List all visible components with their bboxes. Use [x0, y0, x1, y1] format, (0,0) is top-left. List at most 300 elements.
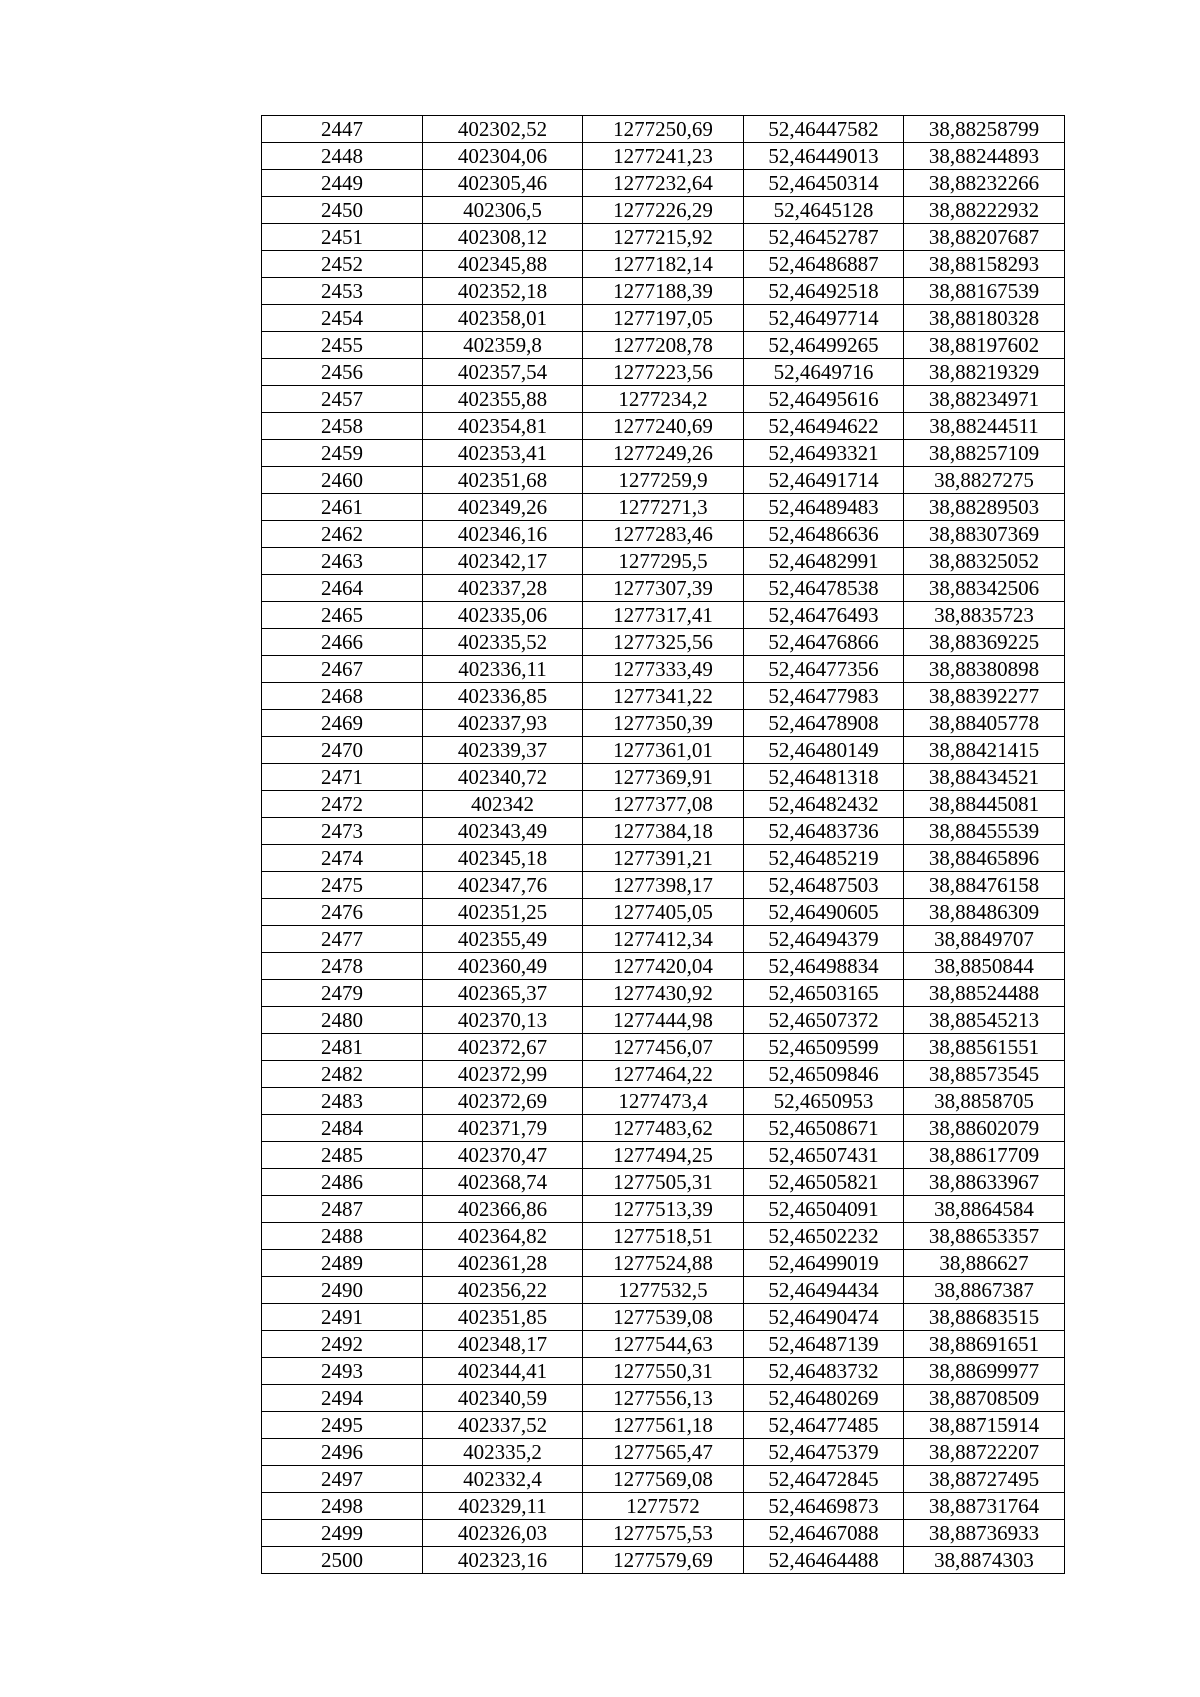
latitude-cell: 52,46508671	[744, 1115, 904, 1142]
table-row	[262, 1169, 1065, 1196]
longitude-cell: 38,886627	[904, 1250, 1065, 1277]
table-row	[262, 521, 1065, 548]
point-number-cell: 2459	[262, 440, 423, 467]
longitude-cell: 38,88244893	[904, 143, 1065, 170]
point-number-cell: 2483	[262, 1088, 423, 1115]
y-coordinate-cell: 1277208,78	[583, 332, 744, 359]
table-row	[262, 197, 1065, 224]
y-coordinate-cell: 1277325,56	[583, 629, 744, 656]
longitude-cell: 38,88715914	[904, 1412, 1065, 1439]
x-coordinate-cell: 402340,72	[423, 764, 583, 791]
longitude-cell: 38,88219329	[904, 359, 1065, 386]
x-coordinate-cell: 402348,17	[423, 1331, 583, 1358]
x-coordinate-cell: 402335,2	[423, 1439, 583, 1466]
latitude-cell: 52,46472845	[744, 1466, 904, 1493]
longitude-cell: 38,88691651	[904, 1331, 1065, 1358]
point-number-cell: 2485	[262, 1142, 423, 1169]
longitude-cell: 38,88258799	[904, 116, 1065, 143]
longitude-cell: 38,8849707	[904, 926, 1065, 953]
table-row	[262, 116, 1065, 143]
x-coordinate-cell: 402345,18	[423, 845, 583, 872]
longitude-cell: 38,8827275	[904, 467, 1065, 494]
y-coordinate-cell: 1277494,25	[583, 1142, 744, 1169]
longitude-cell: 38,88232266	[904, 170, 1065, 197]
x-coordinate-cell: 402361,28	[423, 1250, 583, 1277]
y-coordinate-cell: 1277505,31	[583, 1169, 744, 1196]
latitude-cell: 52,46499265	[744, 332, 904, 359]
table-row	[262, 575, 1065, 602]
latitude-cell: 52,46493321	[744, 440, 904, 467]
table-row	[262, 737, 1065, 764]
x-coordinate-cell: 402356,22	[423, 1277, 583, 1304]
latitude-cell: 52,46452787	[744, 224, 904, 251]
y-coordinate-cell: 1277456,07	[583, 1034, 744, 1061]
longitude-cell: 38,8858705	[904, 1088, 1065, 1115]
latitude-cell: 52,46483732	[744, 1358, 904, 1385]
latitude-cell: 52,46478538	[744, 575, 904, 602]
point-number-cell: 2455	[262, 332, 423, 359]
table-row	[262, 683, 1065, 710]
y-coordinate-cell: 1277544,63	[583, 1331, 744, 1358]
longitude-cell: 38,88633967	[904, 1169, 1065, 1196]
table-row	[262, 1088, 1065, 1115]
x-coordinate-cell: 402349,26	[423, 494, 583, 521]
longitude-cell: 38,88392277	[904, 683, 1065, 710]
y-coordinate-cell: 1277550,31	[583, 1358, 744, 1385]
latitude-cell: 52,46467088	[744, 1520, 904, 1547]
longitude-cell: 38,88380898	[904, 656, 1065, 683]
latitude-cell: 52,46476493	[744, 602, 904, 629]
longitude-cell: 38,88234971	[904, 386, 1065, 413]
table-row	[262, 953, 1065, 980]
latitude-cell: 52,46490474	[744, 1304, 904, 1331]
y-coordinate-cell: 1277250,69	[583, 116, 744, 143]
y-coordinate-cell: 1277307,39	[583, 575, 744, 602]
latitude-cell: 52,46449013	[744, 143, 904, 170]
longitude-cell: 38,88421415	[904, 737, 1065, 764]
longitude-cell: 38,88727495	[904, 1466, 1065, 1493]
y-coordinate-cell: 1277513,39	[583, 1196, 744, 1223]
y-coordinate-cell: 1277188,39	[583, 278, 744, 305]
latitude-cell: 52,46494434	[744, 1277, 904, 1304]
x-coordinate-cell: 402332,4	[423, 1466, 583, 1493]
point-number-cell: 2478	[262, 953, 423, 980]
x-coordinate-cell: 402335,52	[423, 629, 583, 656]
longitude-cell: 38,88289503	[904, 494, 1065, 521]
x-coordinate-cell: 402336,11	[423, 656, 583, 683]
y-coordinate-cell: 1277398,17	[583, 872, 744, 899]
longitude-cell: 38,88617709	[904, 1142, 1065, 1169]
table-row	[262, 1412, 1065, 1439]
table-row	[262, 305, 1065, 332]
y-coordinate-cell: 1277539,08	[583, 1304, 744, 1331]
table-row	[262, 629, 1065, 656]
table-row	[262, 440, 1065, 467]
latitude-cell: 52,46492518	[744, 278, 904, 305]
x-coordinate-cell: 402335,06	[423, 602, 583, 629]
x-coordinate-cell: 402302,52	[423, 116, 583, 143]
point-number-cell: 2482	[262, 1061, 423, 1088]
y-coordinate-cell: 1277412,34	[583, 926, 744, 953]
table-row	[262, 791, 1065, 818]
table-row	[262, 1007, 1065, 1034]
point-number-cell: 2498	[262, 1493, 423, 1520]
y-coordinate-cell: 1277226,29	[583, 197, 744, 224]
point-number-cell: 2486	[262, 1169, 423, 1196]
y-coordinate-cell: 1277572	[583, 1493, 744, 1520]
y-coordinate-cell: 1277473,4	[583, 1088, 744, 1115]
longitude-cell: 38,8864584	[904, 1196, 1065, 1223]
y-coordinate-cell: 1277259,9	[583, 467, 744, 494]
point-number-cell: 2449	[262, 170, 423, 197]
y-coordinate-cell: 1277333,49	[583, 656, 744, 683]
longitude-cell: 38,88699977	[904, 1358, 1065, 1385]
table-row	[262, 1439, 1065, 1466]
latitude-cell: 52,46477356	[744, 656, 904, 683]
x-coordinate-cell: 402370,47	[423, 1142, 583, 1169]
point-number-cell: 2488	[262, 1223, 423, 1250]
point-number-cell: 2454	[262, 305, 423, 332]
x-coordinate-cell: 402358,01	[423, 305, 583, 332]
latitude-cell: 52,46502232	[744, 1223, 904, 1250]
coordinates-table	[261, 115, 1065, 1574]
longitude-cell: 38,88722207	[904, 1439, 1065, 1466]
y-coordinate-cell: 1277223,56	[583, 359, 744, 386]
latitude-cell: 52,46507372	[744, 1007, 904, 1034]
y-coordinate-cell: 1277249,26	[583, 440, 744, 467]
longitude-cell: 38,88683515	[904, 1304, 1065, 1331]
point-number-cell: 2447	[262, 116, 423, 143]
point-number-cell: 2484	[262, 1115, 423, 1142]
longitude-cell: 38,8874303	[904, 1547, 1065, 1574]
point-number-cell: 2499	[262, 1520, 423, 1547]
latitude-cell: 52,4650953	[744, 1088, 904, 1115]
point-number-cell: 2480	[262, 1007, 423, 1034]
point-number-cell: 2451	[262, 224, 423, 251]
latitude-cell: 52,46490605	[744, 899, 904, 926]
point-number-cell: 2479	[262, 980, 423, 1007]
table-row	[262, 386, 1065, 413]
latitude-cell: 52,46494622	[744, 413, 904, 440]
longitude-cell: 38,88307369	[904, 521, 1065, 548]
y-coordinate-cell: 1277384,18	[583, 818, 744, 845]
y-coordinate-cell: 1277361,01	[583, 737, 744, 764]
x-coordinate-cell: 402365,37	[423, 980, 583, 1007]
y-coordinate-cell: 1277240,69	[583, 413, 744, 440]
x-coordinate-cell: 402336,85	[423, 683, 583, 710]
point-number-cell: 2466	[262, 629, 423, 656]
point-number-cell: 2472	[262, 791, 423, 818]
latitude-cell: 52,46509846	[744, 1061, 904, 1088]
latitude-cell: 52,46498834	[744, 953, 904, 980]
x-coordinate-cell: 402305,46	[423, 170, 583, 197]
y-coordinate-cell: 1277317,41	[583, 602, 744, 629]
latitude-cell: 52,46504091	[744, 1196, 904, 1223]
longitude-cell: 38,88167539	[904, 278, 1065, 305]
point-number-cell: 2492	[262, 1331, 423, 1358]
table-row	[262, 1115, 1065, 1142]
y-coordinate-cell: 1277295,5	[583, 548, 744, 575]
x-coordinate-cell: 402359,8	[423, 332, 583, 359]
longitude-cell: 38,88445081	[904, 791, 1065, 818]
y-coordinate-cell: 1277420,04	[583, 953, 744, 980]
point-number-cell: 2470	[262, 737, 423, 764]
y-coordinate-cell: 1277369,91	[583, 764, 744, 791]
longitude-cell: 38,88244511	[904, 413, 1065, 440]
table-row	[262, 359, 1065, 386]
y-coordinate-cell: 1277271,3	[583, 494, 744, 521]
x-coordinate-cell: 402306,5	[423, 197, 583, 224]
table-row	[262, 818, 1065, 845]
latitude-cell: 52,4645128	[744, 197, 904, 224]
table-row	[262, 1385, 1065, 1412]
table-row	[262, 602, 1065, 629]
point-number-cell: 2481	[262, 1034, 423, 1061]
x-coordinate-cell: 402346,16	[423, 521, 583, 548]
point-number-cell: 2467	[262, 656, 423, 683]
point-number-cell: 2473	[262, 818, 423, 845]
point-number-cell: 2468	[262, 683, 423, 710]
longitude-cell: 38,8835723	[904, 602, 1065, 629]
table-row	[262, 899, 1065, 926]
latitude-cell: 52,46499019	[744, 1250, 904, 1277]
x-coordinate-cell: 402345,88	[423, 251, 583, 278]
table-row	[262, 224, 1065, 251]
latitude-cell: 52,46480269	[744, 1385, 904, 1412]
x-coordinate-cell: 402344,41	[423, 1358, 583, 1385]
latitude-cell: 52,46507431	[744, 1142, 904, 1169]
point-number-cell: 2474	[262, 845, 423, 872]
point-number-cell: 2465	[262, 602, 423, 629]
y-coordinate-cell: 1277575,53	[583, 1520, 744, 1547]
point-number-cell: 2462	[262, 521, 423, 548]
table-row	[262, 1250, 1065, 1277]
x-coordinate-cell: 402340,59	[423, 1385, 583, 1412]
y-coordinate-cell: 1277215,92	[583, 224, 744, 251]
x-coordinate-cell: 402372,99	[423, 1061, 583, 1088]
longitude-cell: 38,8867387	[904, 1277, 1065, 1304]
latitude-cell: 52,46447582	[744, 116, 904, 143]
table-row	[262, 170, 1065, 197]
longitude-cell: 38,88257109	[904, 440, 1065, 467]
latitude-cell: 52,46486887	[744, 251, 904, 278]
latitude-cell: 52,46495616	[744, 386, 904, 413]
y-coordinate-cell: 1277377,08	[583, 791, 744, 818]
latitude-cell: 52,4649716	[744, 359, 904, 386]
point-number-cell: 2456	[262, 359, 423, 386]
point-number-cell: 2491	[262, 1304, 423, 1331]
latitude-cell: 52,46483736	[744, 818, 904, 845]
longitude-cell: 38,88197602	[904, 332, 1065, 359]
table-row	[262, 710, 1065, 737]
table-row	[262, 278, 1065, 305]
x-coordinate-cell: 402304,06	[423, 143, 583, 170]
y-coordinate-cell: 1277556,13	[583, 1385, 744, 1412]
y-coordinate-cell: 1277350,39	[583, 710, 744, 737]
point-number-cell: 2458	[262, 413, 423, 440]
latitude-cell: 52,46476866	[744, 629, 904, 656]
y-coordinate-cell: 1277232,64	[583, 170, 744, 197]
x-coordinate-cell: 402329,11	[423, 1493, 583, 1520]
latitude-cell: 52,46477485	[744, 1412, 904, 1439]
point-number-cell: 2500	[262, 1547, 423, 1574]
x-coordinate-cell: 402353,41	[423, 440, 583, 467]
point-number-cell: 2496	[262, 1439, 423, 1466]
latitude-cell: 52,46469873	[744, 1493, 904, 1520]
point-number-cell: 2457	[262, 386, 423, 413]
table-row	[262, 1223, 1065, 1250]
table-row	[262, 1061, 1065, 1088]
table-row	[262, 845, 1065, 872]
y-coordinate-cell: 1277565,47	[583, 1439, 744, 1466]
table-row	[262, 926, 1065, 953]
y-coordinate-cell: 1277464,22	[583, 1061, 744, 1088]
y-coordinate-cell: 1277430,92	[583, 980, 744, 1007]
x-coordinate-cell: 402368,74	[423, 1169, 583, 1196]
longitude-cell: 38,88708509	[904, 1385, 1065, 1412]
x-coordinate-cell: 402347,76	[423, 872, 583, 899]
x-coordinate-cell: 402351,25	[423, 899, 583, 926]
x-coordinate-cell: 402354,81	[423, 413, 583, 440]
longitude-cell: 38,88222932	[904, 197, 1065, 224]
x-coordinate-cell: 402351,68	[423, 467, 583, 494]
table-row	[262, 872, 1065, 899]
table-row	[262, 548, 1065, 575]
x-coordinate-cell: 402337,28	[423, 575, 583, 602]
table-row	[262, 1547, 1065, 1574]
x-coordinate-cell: 402337,52	[423, 1412, 583, 1439]
longitude-cell: 38,88434521	[904, 764, 1065, 791]
latitude-cell: 52,46475379	[744, 1439, 904, 1466]
point-number-cell: 2477	[262, 926, 423, 953]
x-coordinate-cell: 402370,13	[423, 1007, 583, 1034]
table-row	[262, 494, 1065, 521]
y-coordinate-cell: 1277197,05	[583, 305, 744, 332]
longitude-cell: 38,8850844	[904, 953, 1065, 980]
longitude-cell: 38,88524488	[904, 980, 1065, 1007]
longitude-cell: 38,88158293	[904, 251, 1065, 278]
longitude-cell: 38,88653357	[904, 1223, 1065, 1250]
latitude-cell: 52,46482432	[744, 791, 904, 818]
latitude-cell: 52,46487503	[744, 872, 904, 899]
latitude-cell: 52,46491714	[744, 467, 904, 494]
y-coordinate-cell: 1277234,2	[583, 386, 744, 413]
x-coordinate-cell: 402372,69	[423, 1088, 583, 1115]
longitude-cell: 38,88573545	[904, 1061, 1065, 1088]
y-coordinate-cell: 1277182,14	[583, 251, 744, 278]
table-row	[262, 656, 1065, 683]
latitude-cell: 52,46450314	[744, 170, 904, 197]
y-coordinate-cell: 1277483,62	[583, 1115, 744, 1142]
table-row	[262, 1331, 1065, 1358]
x-coordinate-cell: 402366,86	[423, 1196, 583, 1223]
point-number-cell: 2464	[262, 575, 423, 602]
point-number-cell: 2497	[262, 1466, 423, 1493]
x-coordinate-cell: 402337,93	[423, 710, 583, 737]
longitude-cell: 38,88545213	[904, 1007, 1065, 1034]
x-coordinate-cell: 402355,88	[423, 386, 583, 413]
x-coordinate-cell: 402372,67	[423, 1034, 583, 1061]
point-number-cell: 2493	[262, 1358, 423, 1385]
y-coordinate-cell: 1277341,22	[583, 683, 744, 710]
x-coordinate-cell: 402357,54	[423, 359, 583, 386]
latitude-cell: 52,46494379	[744, 926, 904, 953]
point-number-cell: 2494	[262, 1385, 423, 1412]
point-number-cell: 2460	[262, 467, 423, 494]
table-row	[262, 1277, 1065, 1304]
latitude-cell: 52,46464488	[744, 1547, 904, 1574]
latitude-cell: 52,46481318	[744, 764, 904, 791]
y-coordinate-cell: 1277283,46	[583, 521, 744, 548]
table-row	[262, 332, 1065, 359]
point-number-cell: 2489	[262, 1250, 423, 1277]
x-coordinate-cell: 402308,12	[423, 224, 583, 251]
longitude-cell: 38,88561551	[904, 1034, 1065, 1061]
y-coordinate-cell: 1277579,69	[583, 1547, 744, 1574]
point-number-cell: 2469	[262, 710, 423, 737]
latitude-cell: 52,46486636	[744, 521, 904, 548]
point-number-cell: 2453	[262, 278, 423, 305]
point-number-cell: 2495	[262, 1412, 423, 1439]
latitude-cell: 52,46485219	[744, 845, 904, 872]
table-row	[262, 764, 1065, 791]
x-coordinate-cell: 402351,85	[423, 1304, 583, 1331]
y-coordinate-cell: 1277391,21	[583, 845, 744, 872]
x-coordinate-cell: 402355,49	[423, 926, 583, 953]
latitude-cell: 52,46505821	[744, 1169, 904, 1196]
x-coordinate-cell: 402343,49	[423, 818, 583, 845]
longitude-cell: 38,88369225	[904, 629, 1065, 656]
longitude-cell: 38,88731764	[904, 1493, 1065, 1520]
table-row	[262, 1142, 1065, 1169]
point-number-cell: 2475	[262, 872, 423, 899]
x-coordinate-cell: 402364,82	[423, 1223, 583, 1250]
latitude-cell: 52,46489483	[744, 494, 904, 521]
longitude-cell: 38,88207687	[904, 224, 1065, 251]
longitude-cell: 38,88342506	[904, 575, 1065, 602]
table-row	[262, 1520, 1065, 1547]
table-row	[262, 1466, 1065, 1493]
y-coordinate-cell: 1277524,88	[583, 1250, 744, 1277]
y-coordinate-cell: 1277532,5	[583, 1277, 744, 1304]
longitude-cell: 38,88180328	[904, 305, 1065, 332]
point-number-cell: 2448	[262, 143, 423, 170]
point-number-cell: 2461	[262, 494, 423, 521]
y-coordinate-cell: 1277444,98	[583, 1007, 744, 1034]
longitude-cell: 38,88736933	[904, 1520, 1065, 1547]
point-number-cell: 2463	[262, 548, 423, 575]
x-coordinate-cell: 402360,49	[423, 953, 583, 980]
x-coordinate-cell: 402326,03	[423, 1520, 583, 1547]
point-number-cell: 2450	[262, 197, 423, 224]
longitude-cell: 38,88405778	[904, 710, 1065, 737]
latitude-cell: 52,46503165	[744, 980, 904, 1007]
table-row	[262, 980, 1065, 1007]
table-row	[262, 1493, 1065, 1520]
longitude-cell: 38,88602079	[904, 1115, 1065, 1142]
y-coordinate-cell: 1277561,18	[583, 1412, 744, 1439]
latitude-cell: 52,46482991	[744, 548, 904, 575]
latitude-cell: 52,46478908	[744, 710, 904, 737]
coordinates-table-body	[262, 116, 1065, 1574]
x-coordinate-cell: 402342	[423, 791, 583, 818]
table-row	[262, 251, 1065, 278]
latitude-cell: 52,46497714	[744, 305, 904, 332]
longitude-cell: 38,88486309	[904, 899, 1065, 926]
x-coordinate-cell: 402352,18	[423, 278, 583, 305]
latitude-cell: 52,46480149	[744, 737, 904, 764]
x-coordinate-cell: 402339,37	[423, 737, 583, 764]
